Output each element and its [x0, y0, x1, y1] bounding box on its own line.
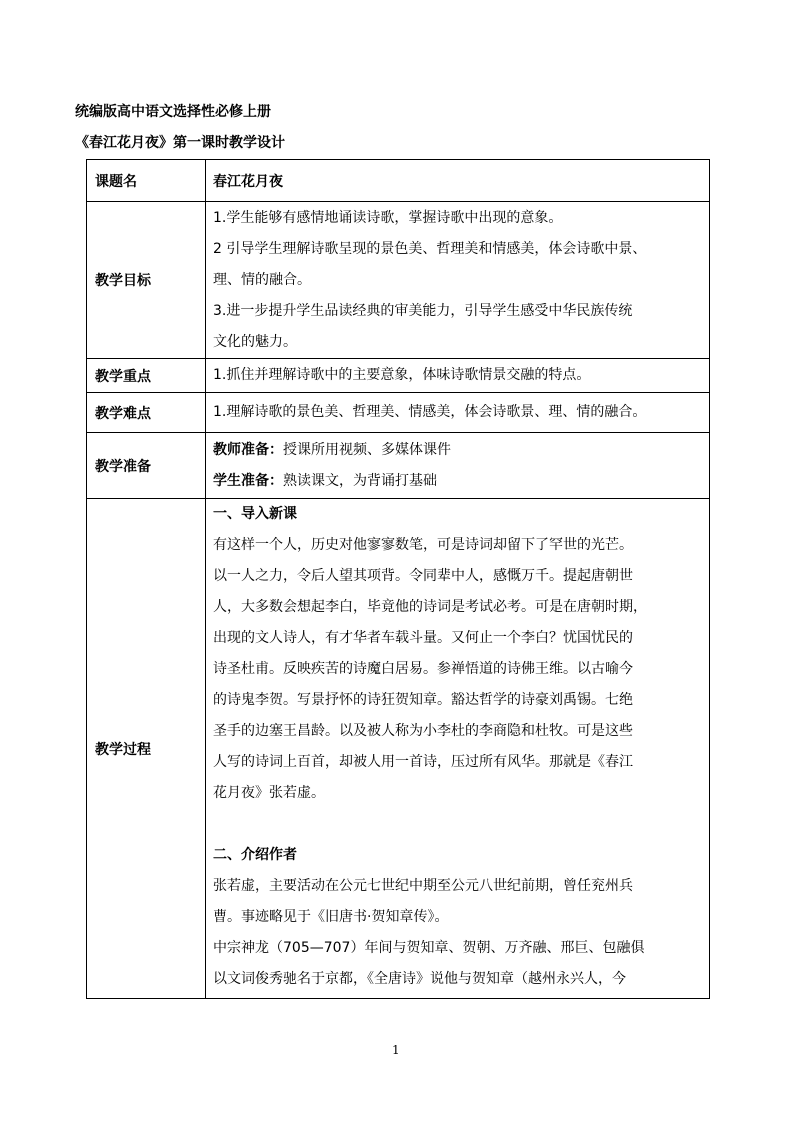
intro-line: 圣手的边塞王昌龄。以及被人称为小李杜的李商隐和杜牧。可是这些 — [213, 723, 633, 739]
document-title: 《春江花月夜》第一课时教学设计 — [75, 135, 285, 151]
topic-value: 春江花月夜 — [206, 160, 710, 202]
difficulty-value: 1.理解诗歌的景色美、哲理美、情感美，体会诗歌景、理、情的融合。 — [206, 393, 710, 433]
prep-cell — [206, 433, 710, 499]
blank-line — [213, 809, 702, 840]
goals-row — [87, 202, 710, 359]
difficulty-label: 教学难点 — [87, 393, 206, 433]
goals-label: 教学目标 — [87, 202, 206, 359]
prep-label: 教学准备 — [87, 433, 206, 499]
student-prep-label: 学生准备： — [213, 472, 283, 489]
key-point-label: 教学重点 — [87, 359, 206, 393]
process-cell — [206, 499, 710, 999]
topic-label: 课题名 — [87, 160, 206, 202]
author-line: 中宗神龙（705—707）年间与贺知章、贺朝、万齐融、邢巨、包融俱 — [213, 940, 645, 956]
topic-row — [87, 160, 710, 202]
section-title-intro: 一、导入新课 — [213, 506, 297, 522]
intro-line: 有这样一个人，历史对他寥寥数笔，可是诗词却留下了罕世的光芒。 — [213, 537, 633, 553]
goals-line: 1.学生能够有感情地诵读诗歌，掌握诗歌中出现的意象。 — [213, 209, 563, 226]
difficulty-row — [87, 393, 710, 433]
goals-line: 理、情的融合。 — [213, 271, 311, 288]
process-label: 教学过程 — [87, 499, 206, 999]
teacher-prep-label: 教师准备： — [213, 441, 283, 458]
page-number: 1 — [392, 1043, 400, 1057]
section-title-author: 二、介绍作者 — [213, 847, 297, 863]
lesson-plan-table — [86, 159, 710, 999]
intro-line: 诗圣杜甫。反映疾苦的诗魔白居易。参禅悟道的诗佛王维。以古喻今 — [213, 661, 633, 677]
prep-row — [87, 433, 710, 499]
intro-line: 人写的诗词上百首，却被人用一首诗，压过所有风华。那就是《春江 — [213, 754, 633, 770]
teacher-prep-value: 授课所用视频、多媒体课件 — [283, 441, 451, 458]
goals-line: 文化的魅力。 — [213, 333, 297, 350]
key-point-value: 1.抓住并理解诗歌中的主要意象，体味诗歌情景交融的特点。 — [206, 359, 710, 393]
intro-line: 出现的文人诗人，有才华者车载斗量。又何止一个李白？忧国忧民的 — [213, 630, 633, 646]
goals-cell — [206, 202, 710, 359]
student-prep-value: 熟读课文，为背诵打基础 — [283, 472, 437, 489]
intro-line: 花月夜》张若虚。 — [213, 785, 325, 801]
goals-line: 3.进一步提升学生品读经典的审美能力，引导学生感受中华民族传统 — [213, 302, 633, 319]
author-line: 以文词俊秀驰名于京都，《全唐诗》说他与贺知章（越州永兴人，今 — [213, 971, 626, 987]
intro-line: 的诗鬼李贺。写景抒怀的诗狂贺知章。豁达哲学的诗豪刘禹锡。七绝 — [213, 692, 633, 708]
goals-line: 2 引导学生理解诗歌呈现的景色美、哲理美和情感美，体会诗歌中景、 — [213, 240, 647, 257]
student-prep — [213, 466, 702, 497]
author-line: 曹。事迹略见于《旧唐书·贺知章传》。 — [213, 909, 449, 925]
intro-line: 以一人之力，令后人望其项背。令同辈中人，感慨万千。提起唐朝世 — [213, 568, 633, 584]
author-line: 张若虚，主要活动在公元七世纪中期至公元八世纪前期，曾任兖州兵 — [213, 878, 633, 894]
intro-line: 人，大多数会想起李白，毕竟他的诗词是考试必考。可是在唐朝时期， — [213, 599, 647, 615]
teacher-prep — [213, 435, 702, 466]
key-point-row — [87, 359, 710, 393]
process-row — [87, 499, 710, 999]
document-subtitle: 统编版高中语文选择性必修上册 — [75, 104, 271, 120]
